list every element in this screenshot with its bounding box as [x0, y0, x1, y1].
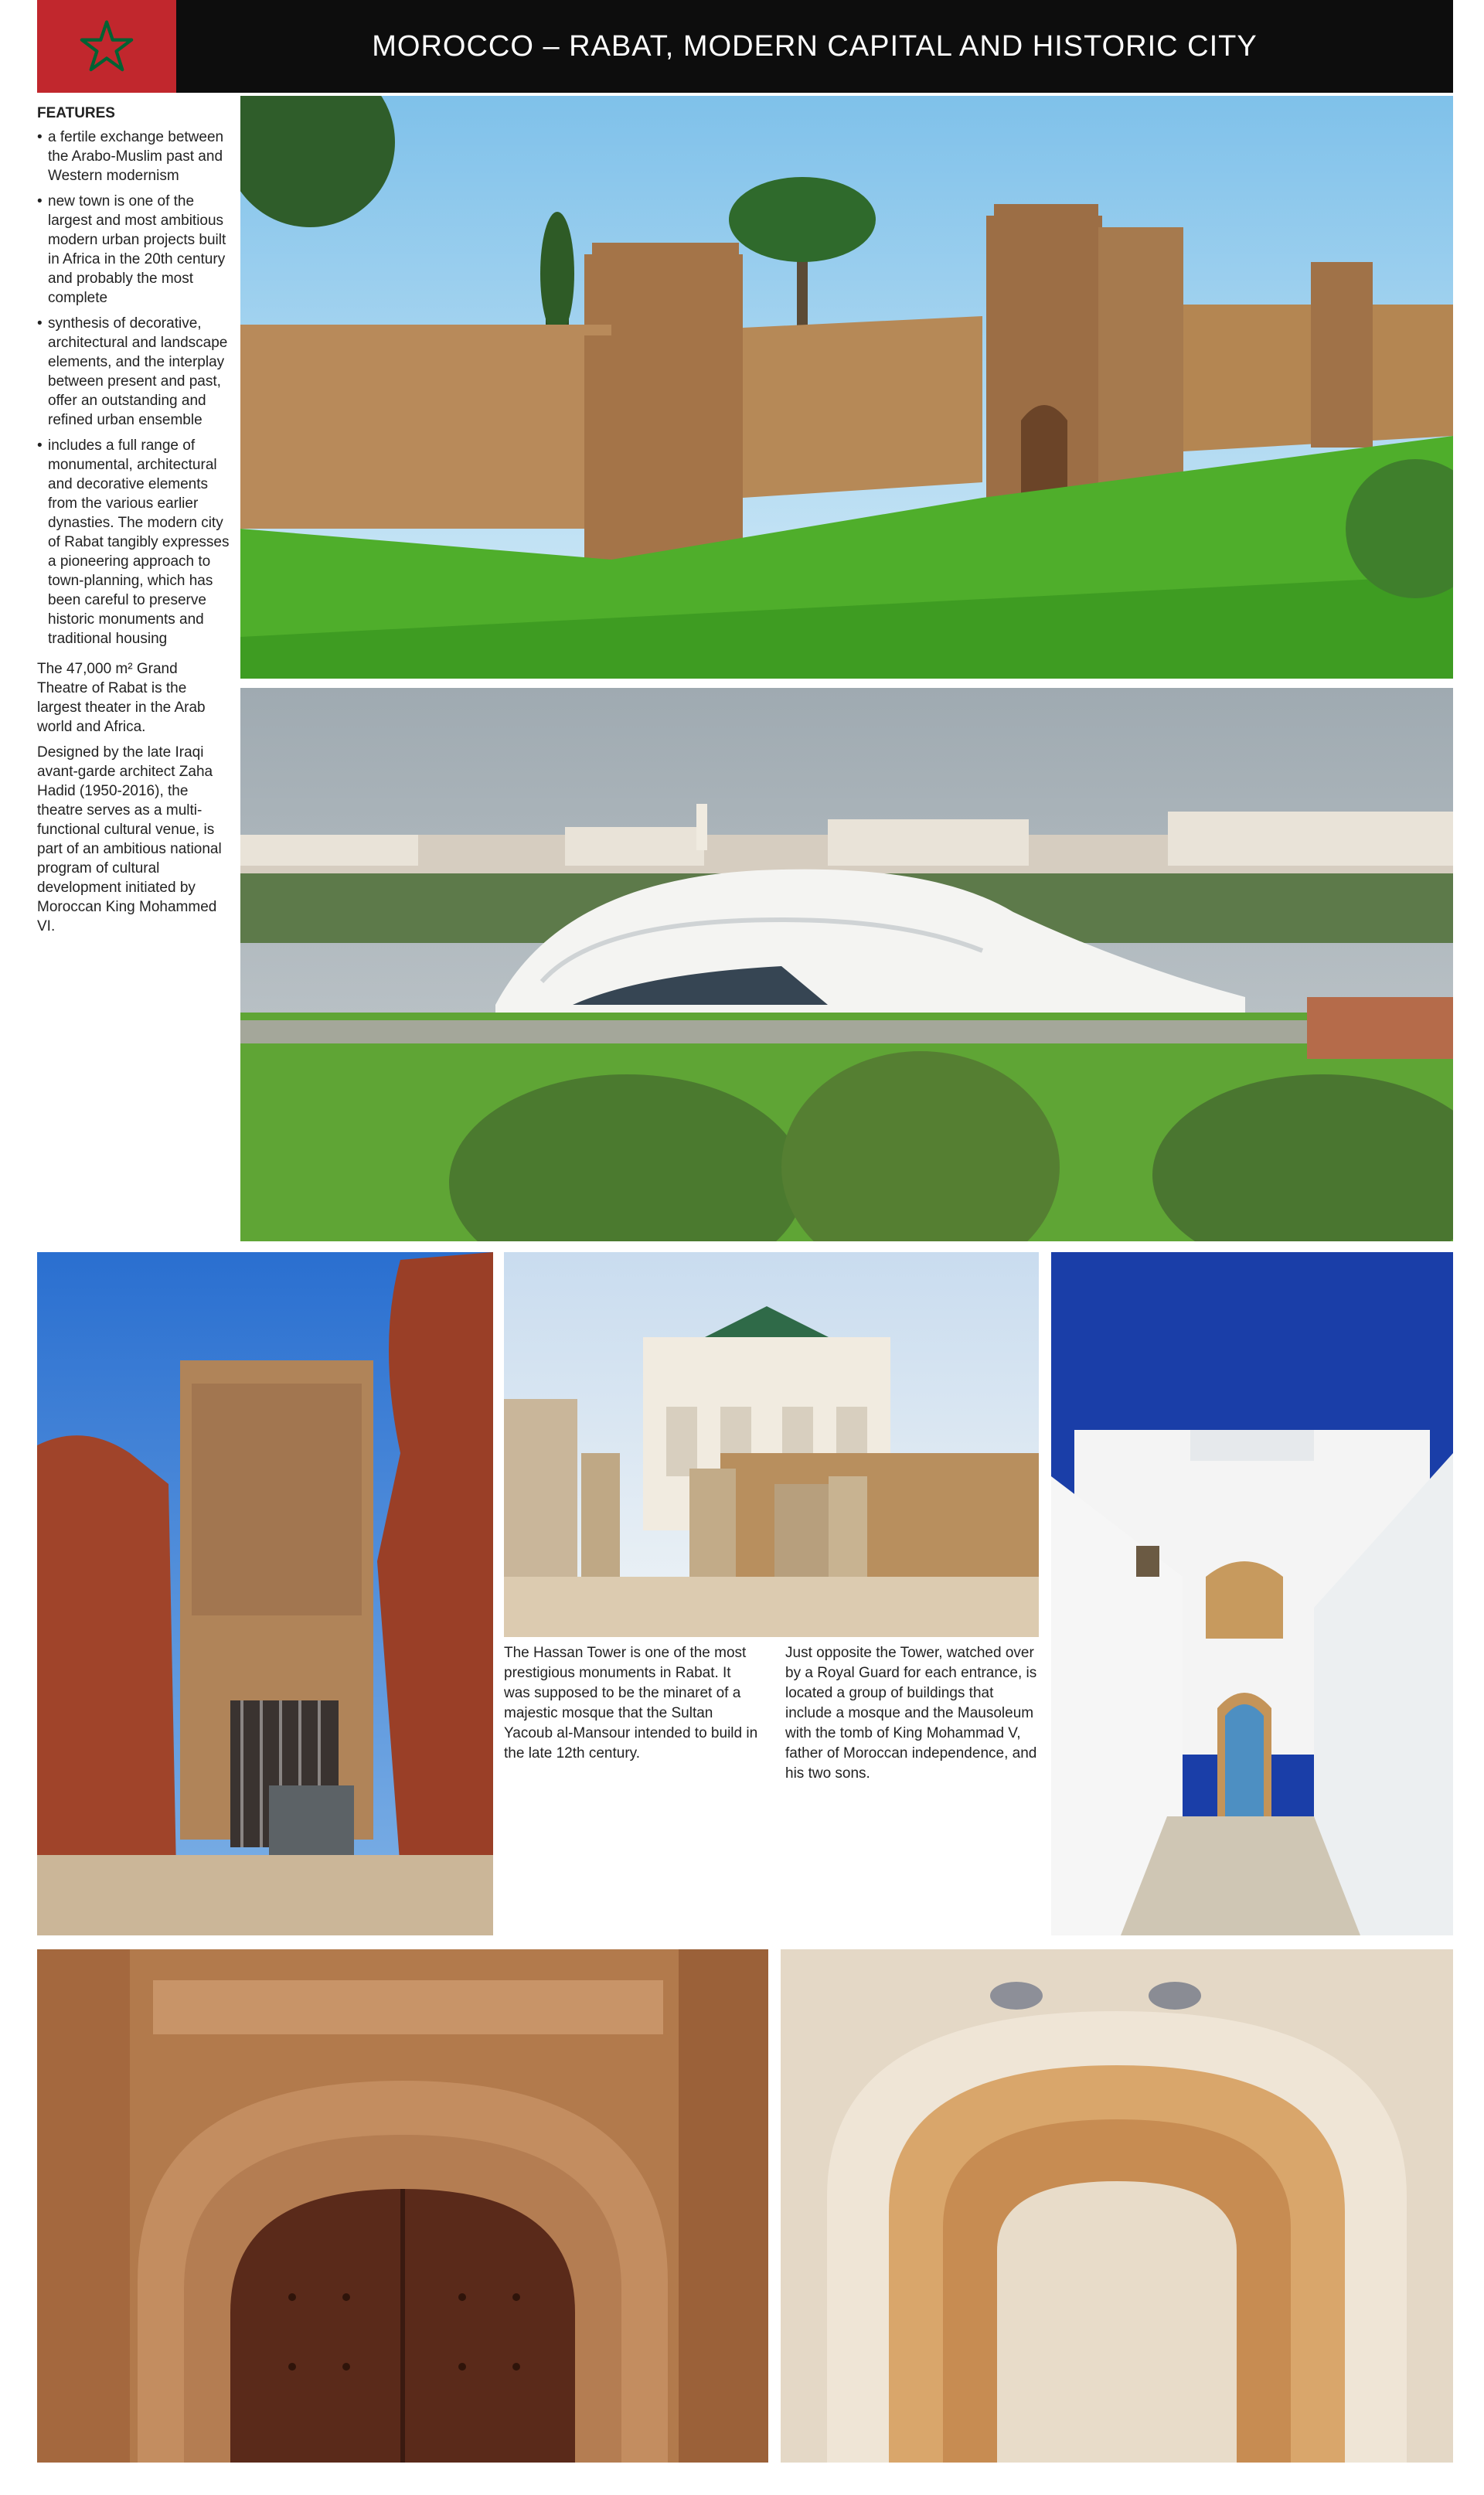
decorative-arch-photo	[781, 1949, 1453, 2463]
feature-item: • synthesis of decorative, architectural and landscape elements, and the interplay between present and past, offer an outstanding and refined urban ensemble	[37, 314, 230, 430]
kasbah-alley-photo	[1051, 1252, 1453, 1935]
hassan-tower-caption: The Hassan Tower is one of the most prestigious monuments in Rabat. It was supposed to be the minaret of a majestic mosque that the Sultan Yacoub al-Mansour intended to build in the late 12th century.	[504, 1645, 758, 1761]
morocco-flag	[37, 0, 176, 93]
feature-item: • new town is one of the largest and most ambitious modern urban projects built in Africa in the 20th century and probably the most complete	[37, 192, 230, 308]
features-heading: FEATURES	[37, 105, 115, 121]
features-sidebar	[37, 104, 230, 936]
theatre-paragraph: The 47,000 m² Grand Theatre of Rabat is the largest theater in the Arab world and Africa.	[37, 661, 206, 735]
grand-theatre-photo	[240, 688, 1453, 1241]
theatre-paragraph: Designed by the late Iraqi avant-garde architect Zaha Hadid (1950-2016), the theatre serves as a multi-functional cultural venue, is part of an ambitious national program of cultural development initiated by Moroccan King Mohammed VI.	[37, 744, 222, 934]
mausoleum-caption: Just opposite the Tower, watched over by a Royal Guard for each entrance, is located a group of buildings that include a mosque and the Mausoleum with the tomb of King Mohammad V, father of Moroccan independence, and his two sons.	[785, 1645, 1037, 1782]
kasbah-walls-photo	[240, 96, 1453, 679]
feature-item: • includes a full range of monumental, architectural and decorative elements from the various earlier dynasties. The modern city of Rabat tangibly expresses a pioneering approach to town-planning, which has been careful to preserve historic monuments and traditional housing	[37, 436, 230, 648]
feature-item: • a fertile exchange between the Arabo-Muslim past and Western modernism	[37, 128, 230, 186]
page-title: MOROCCO – RABAT, MODERN CAPITAL AND HISTORIC CITY	[372, 29, 1258, 63]
title-bar	[176, 0, 1453, 93]
features-list	[37, 128, 230, 648]
hassan-tower-photo	[37, 1252, 493, 1935]
pentagram-star-icon	[80, 19, 134, 73]
carved-gate-photo	[37, 1949, 768, 2463]
mausoleum-photo	[504, 1252, 1039, 1637]
